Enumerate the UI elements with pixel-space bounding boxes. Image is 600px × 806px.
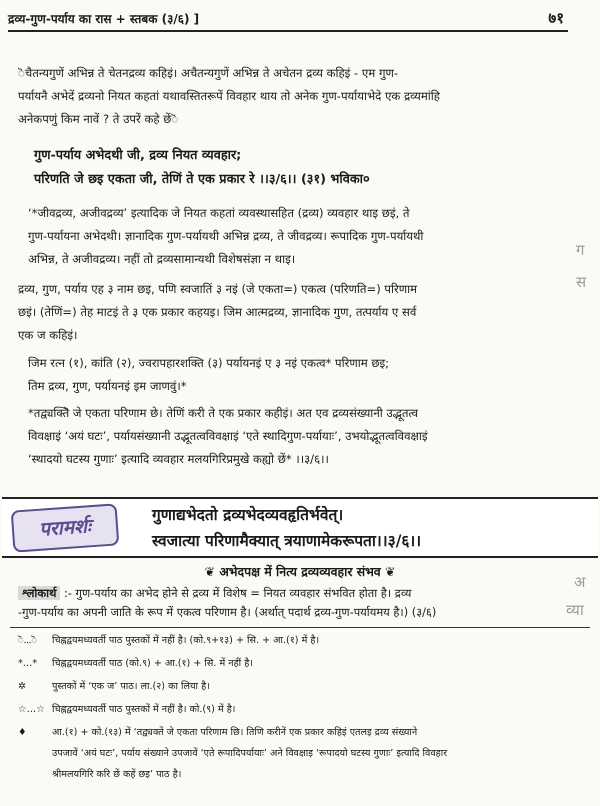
text-line: तिम द्रव्य, गुण, पर्यायनइं इम जाणवुं।* bbox=[28, 379, 187, 393]
verse-kadi bbox=[34, 144, 570, 192]
text-line bbox=[18, 584, 570, 603]
text-line: ‘*जीवद्रव्य, अजीवद्रव्य’ इत्यादिक जे नियत कहतां व्यवस्थासहित (द्रव्य) व्यवहार थाइ छइं, ते bbox=[28, 206, 410, 220]
footnote-mark: ✲ bbox=[18, 681, 27, 692]
paragraph-intro bbox=[18, 62, 570, 131]
footnote-text: चिह्नद्वयमध्यवर्ती पाठ (को.९) + आ.(१) + सि. में नहीं है। bbox=[52, 658, 253, 669]
footnote-divider bbox=[10, 627, 590, 628]
text-line: अनेकपणुं किम नावें ? ते उपरें कहे छेंॆ bbox=[18, 112, 179, 126]
margin-note: ग bbox=[576, 241, 585, 259]
verse-line: गुण-पर्याय अभेदथी जी, द्रव्य नियत व्यवहार; bbox=[34, 148, 242, 163]
sanskrit-verse-line: स्वजात्या परिणामैक्यात् त्रयाणामेकरूपता।।३/६।। bbox=[152, 531, 422, 550]
paramarsh-badge-label: परामर्शः bbox=[38, 515, 92, 541]
sanskrit-verse-line: गुणाद्यभेदतो द्रव्यभेदव्यवहृतिर्भवेत्। bbox=[152, 505, 344, 524]
text-line: छइं। (तेणिं=) तेह माटइं ते ३ एक प्रकार कहयइ। जिम आत्मद्रव्य, ज्ञानादिक गुण, तत्पर्याय ए सर्व bbox=[18, 305, 417, 319]
paragraph-stabak-2 bbox=[18, 278, 570, 347]
paragraph-stabak-3 bbox=[18, 352, 570, 398]
text-line: गुण-पर्यायना अभेदथी। ज्ञानादिक गुण-पर्यायथी अभिन्न द्रव्य, ते जीवद्रव्य। रूपादिक गुण-पर्यायथी bbox=[28, 229, 424, 243]
paragraph-stabak-1 bbox=[18, 202, 570, 271]
text-line: -गुण-पर्याय का अपनी जाति के रूप में एकत्व परिणाम है। (अर्थात् पदार्थ द्रव्य-गुण-पर्यायमय है।) (३/६) bbox=[18, 605, 437, 619]
margin-note: अ bbox=[574, 573, 586, 591]
footnote-text: चिह्नद्वयमध्यवर्ती पाठ पुस्तकों में नहीं है। (को.९+१३) + सि. + आ.(१) में है। bbox=[52, 635, 320, 646]
footnote-text: पुस्तकों में ‘एक ज’ पाठ। ला.(२) का लिया है। bbox=[52, 681, 210, 692]
text-line: पर्यायनै अभेदें द्रव्यनो नियत कहतां यथावस्तितरूपें विवहार थाय तो अनेक गुण-पर्यायाभेदे एक द्रव्यमांहि bbox=[18, 89, 440, 103]
paragraph-stabak-4 bbox=[18, 402, 570, 471]
text-line: विवक्षाइं ‘अयं घटः’, पर्यायसंख्यानी उद्भूतत्वविवक्षाइं ‘एते स्थादिगुण-पर्यायाः’, उभयोद्भूतत्वविवक्षाइं bbox=[28, 429, 428, 443]
text-line: जिम रत्न (१), कांति (२), ज्वरापहारशक्ति (३) पर्यायनइं ए ३ नइं एकत्व* परिणाम छइ; bbox=[28, 356, 390, 370]
footnote-mark: ॆ…ॆ bbox=[18, 635, 37, 646]
page-number: ७१ bbox=[548, 9, 564, 27]
footnote-mark: ☆…☆ bbox=[18, 704, 45, 715]
running-header bbox=[8, 8, 568, 32]
section-subheading: ❦ अभेदपक्ष में नित्य द्रव्यव्यवहार संभव ❦ bbox=[204, 564, 396, 579]
paramarsh-badge bbox=[11, 503, 120, 552]
footnote-continuation: श्रीमलयगिरि करि छें कहें छइ’ पाठ है। bbox=[52, 769, 182, 780]
text-line: अभिन्न, ते अजीवद्रव्य। नहीं तो द्रव्यसामान्यथी विशेषसंज्ञा न थाइ। bbox=[28, 252, 296, 266]
footnote-mark: *…* bbox=[18, 658, 38, 669]
margin-note: स bbox=[576, 273, 587, 291]
footnote bbox=[18, 632, 586, 649]
shlokarth-text: :- गुण-पर्याय का अभेद होने से द्रव्य में विशेष = नियत व्यवहार संभवित होता है। द्रव्य bbox=[63, 586, 412, 600]
text-line: ‘स्थादयो घटस्य गुणाः’ इत्यादि व्यवहार मलयगिरिप्रमुखे कह्यो छें* ।।३/६।। bbox=[28, 452, 329, 466]
footnote-mark: ♦ bbox=[18, 727, 27, 738]
verse-line: परिणति जे छइ एकता जी, तेणिं ते एक प्रकार रे ।।३/६।। (३१) भविका० bbox=[34, 172, 370, 187]
footnote bbox=[18, 678, 586, 695]
text-line: *तद्व्यक्तिॆ जे एकता परिणाम छे। तेणिं करी ते एक प्रकार कहीइं। अत एव द्रव्यसंख्यानी उद्भूतत्व bbox=[28, 406, 419, 420]
footnote-text: चिह्नद्वयमध्यवर्ती पाठ पुस्तकों में नहीं है। को.(९) में है। bbox=[52, 704, 236, 715]
text-line: एक ज कहिइं। bbox=[18, 328, 78, 342]
text-line: ॆचैतन्यगुणें अभिन्न ते चेतनद्रव्य कहिइं। अचैतन्यगुणें अभिन्न ते अचेतन द्रव्य कहिइं - एम गुण- bbox=[18, 66, 399, 80]
footnote bbox=[18, 701, 586, 718]
footnote-continuation: उपजावें ‘अयं घटः’, पर्याय संख्याने उपजावें ‘एते रूपादिपर्यायाः’ अने विवक्षाइ ‘रूपादयो घटस्य गुणाः’ इत्यादि विवहार bbox=[52, 748, 448, 759]
footnote bbox=[18, 724, 586, 741]
shlokarth-label: श्लोकार्थ bbox=[18, 586, 60, 600]
paramarsh-section bbox=[2, 497, 598, 558]
header-title: द्रव्य-गुण-पर्याय का रास + स्तबक (३/६) ] bbox=[8, 12, 200, 26]
footnote bbox=[18, 655, 586, 672]
shlokarth-block bbox=[18, 584, 570, 622]
margin-note: व्या bbox=[566, 601, 584, 619]
footnote-text: आ.(१) + को.(१३) में ‘तद्व्यक्तें जे एकता परिणाम छि। तिणि करीनें एक प्रकार कहिइं एतलइ द्रव्य संख्याने bbox=[52, 727, 418, 738]
text-line: द्रव्य, गुण, पर्याय एह ३ नाम छइ, पणि स्वजातिं ३ नइं (जे एकता=) एकत्व (परिणति=) परिणाम bbox=[18, 282, 418, 296]
